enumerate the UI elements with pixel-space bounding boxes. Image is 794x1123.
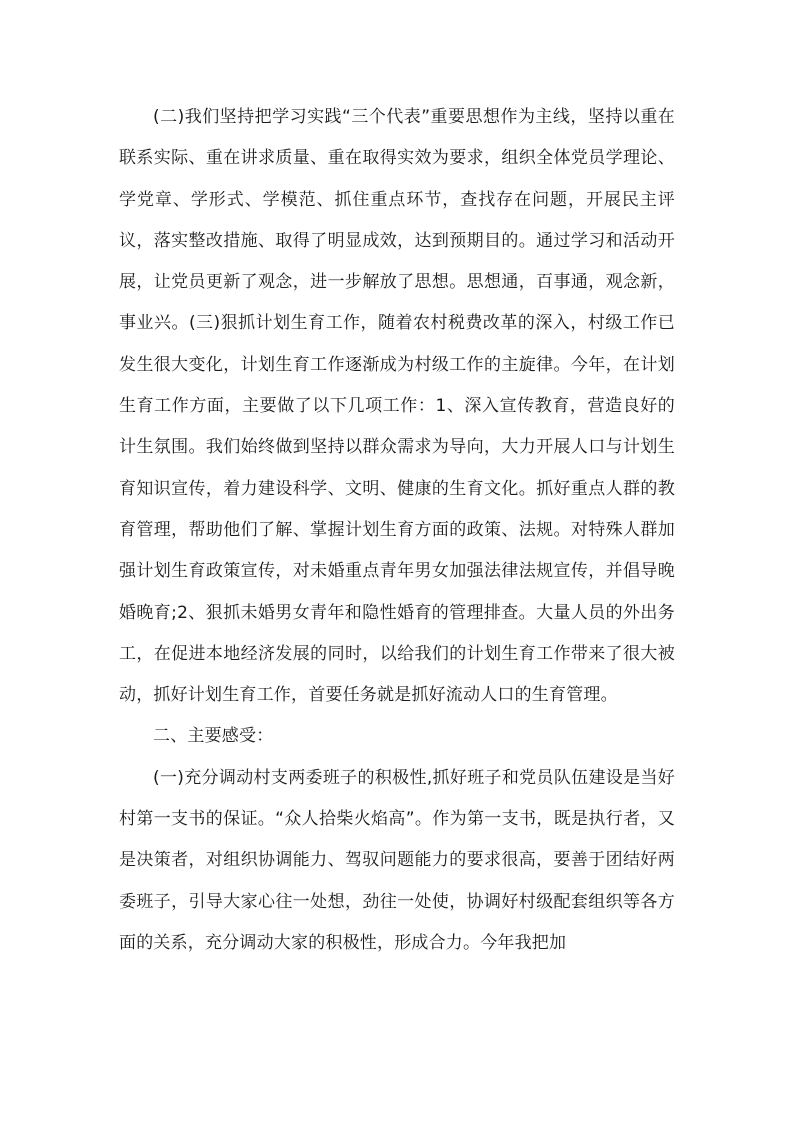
document-body	[119, 97, 675, 964]
section-heading-main-feelings: 二、主要感受：	[153, 726, 274, 747]
paragraph-study-practice: (二)我们坚持把学习实践“三个代表”重要思想作为主线，坚持以重在联系实际、重在讲求质量、重在取得实效为要求，组织全体党员学理论、学党章、学形式、学模范、抓住重点环节，查找存在问题，开展民主评议，落实整改措施、取得了明显成效，达到预期目的。通过学习和活动开展，让党员更新了观念，进一步解放了思想。思想通，百事通，观念新，事业兴。(三)狠抓计划生育工作，随着农村税费改革的深入，村级工作已发生很大变化，计划生育工作逐渐成为村级工作的主旋律。今年，在计划生育工作方面，主要做了以下几项工作：1、深入宣传教育，营造良好的计生氛围。我们始终做到坚持以群众需求为导向，大力开展人口与计划生育知识宣传，着力建设科学、文明、健康的生育文化。抓好重点人群的教育管理，帮助他们了解、掌握计划生育方面的政策、法规。对特殊人群加强计划生育政策宣传，对未婚重点青年男女加强法律法规宣传，并倡导晚婚晚育;2、狠抓未婚男女青年和隐性婚育的管理排查。大量人员的外出务工，在促进本地经济发展的同时，以给我们的计划生育工作带来了很大被动，抓好计划生育工作，首要任务就是抓好流动人口的生育管理。	[119, 107, 675, 706]
paragraph-mobilize-committees: (一)充分调动村支两委班子的积极性,抓好班子和党员队伍建设是当好村第一支书的保证。“众人拾柴火焰高”。作为第一支书，既是执行者，又是决策者，对组织协调能力、驾驭问题能力的要求很高，要善于团结好两委班子，引导大家心往一处想，劲往一处使，协调好村级配套组织等各方面的关系，充分调动大家的积极性，形成合力。今年我把加	[119, 767, 675, 953]
